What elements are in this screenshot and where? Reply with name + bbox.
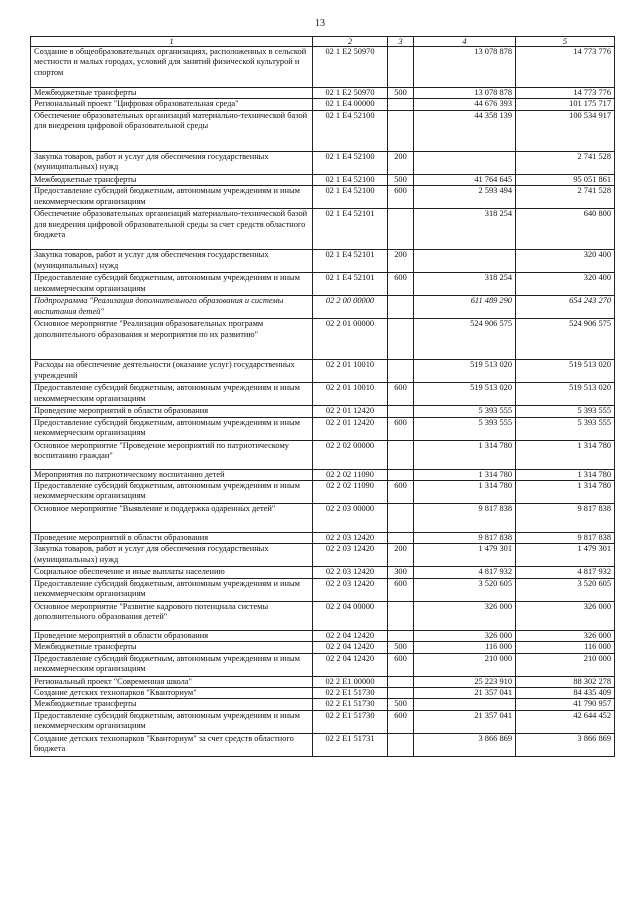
row-type-cell: 600 [388, 273, 414, 296]
row-name-cell: Закупка товаров, работ и услуг для обеспечения государственных (муниципальных) нужд [31, 151, 313, 174]
row-value-2019-cell: 1 314 780 [414, 440, 516, 469]
table-row [31, 733, 615, 756]
row-value-2020-cell: 116 000 [516, 642, 615, 653]
row-value-2019-cell: 519 513 020 [414, 360, 516, 383]
table-row [31, 630, 615, 641]
row-value-2020-cell: 1 314 780 [516, 440, 615, 469]
row-code-cell: 02 2 02 00000 [313, 440, 388, 469]
table-row [31, 688, 615, 699]
table-row [31, 383, 615, 406]
row-type-cell [388, 319, 414, 360]
row-value-2019-cell: 9 817 838 [414, 533, 516, 544]
row-code-cell: 02 2 04 12420 [313, 630, 388, 641]
row-value-2019-cell: 524 906 575 [414, 319, 516, 360]
row-type-cell [388, 688, 414, 699]
row-value-2019-cell [414, 699, 516, 710]
table-row [31, 653, 615, 676]
row-code-cell: 02 1 E4 52100 [313, 186, 388, 209]
row-name-cell: Предоставление субсидий бюджетным, автономным учреждениям и иным некоммерческим организациям [31, 653, 313, 676]
row-value-2020-cell: 42 644 452 [516, 710, 615, 733]
row-value-2020-cell: 3 520 605 [516, 578, 615, 601]
row-type-cell [388, 47, 414, 88]
row-code-cell: 02 2 E1 51730 [313, 710, 388, 733]
row-type-cell [388, 440, 414, 469]
row-value-2019-cell: 1 314 780 [414, 481, 516, 504]
row-value-2019-cell: 5 393 555 [414, 417, 516, 440]
table-row [31, 440, 615, 469]
page-number: 13 [315, 18, 325, 29]
row-code-cell: 02 2 E1 00000 [313, 676, 388, 687]
row-type-cell: 500 [388, 88, 414, 99]
row-code-cell: 02 2 03 00000 [313, 504, 388, 533]
row-value-2019-cell: 116 000 [414, 642, 516, 653]
row-code-cell: 02 2 03 12420 [313, 567, 388, 578]
row-name-cell: Основное мероприятие "Выявление и поддержка одаренных детей" [31, 504, 313, 533]
row-value-2020-cell: 210 000 [516, 653, 615, 676]
table-row [31, 676, 615, 687]
header-col-4: 4 [414, 37, 516, 47]
table-row [31, 417, 615, 440]
row-value-2020-cell: 9 817 838 [516, 504, 615, 533]
row-code-cell: 02 2 01 00000 [313, 319, 388, 360]
row-value-2020-cell: 519 513 020 [516, 360, 615, 383]
table-row [31, 250, 615, 273]
row-name-cell: Расходы на обеспечение деятельности (оказание услуг) государственных учреждений [31, 360, 313, 383]
header-col-2: 2 [313, 37, 388, 47]
row-value-2020-cell: 1 314 780 [516, 481, 615, 504]
table-row [31, 209, 615, 250]
row-name-cell: Мероприятия по патриотическому воспитанию детей [31, 469, 313, 480]
row-name-cell: Создание детских технопарков "Кванториум" [31, 688, 313, 699]
table-row [31, 47, 615, 88]
row-value-2020-cell: 101 175 717 [516, 99, 615, 110]
row-name-cell: Создание детских технопарков "Кванториум" за счет средств областного бюджета [31, 733, 313, 756]
row-code-cell: 02 2 03 12420 [313, 578, 388, 601]
row-value-2020-cell: 654 243 270 [516, 296, 615, 319]
row-code-cell: 02 1 E4 52101 [313, 209, 388, 250]
row-value-2020-cell: 2 741 528 [516, 151, 615, 174]
row-name-cell: Предоставление субсидий бюджетным, автономным учреждениям и иным некоммерческим организациям [31, 417, 313, 440]
row-name-cell: Региональный проект "Цифровая образовательная среда" [31, 99, 313, 110]
row-code-cell: 02 1 E4 52101 [313, 250, 388, 273]
table-row [31, 186, 615, 209]
row-value-2019-cell: 13 078 878 [414, 47, 516, 88]
row-type-cell [388, 99, 414, 110]
row-code-cell: 02 2 04 00000 [313, 601, 388, 630]
row-name-cell: Социальное обеспечение и иные выплаты населению [31, 567, 313, 578]
row-type-cell: 500 [388, 174, 414, 185]
table-body [31, 47, 615, 757]
row-type-cell: 200 [388, 544, 414, 567]
row-value-2020-cell: 14 773 776 [516, 88, 615, 99]
row-name-cell: Предоставление субсидий бюджетным, автономным учреждениям и иным некоммерческим организациям [31, 481, 313, 504]
row-code-cell: 02 2 01 10010 [313, 383, 388, 406]
table-row [31, 710, 615, 733]
row-value-2020-cell: 14 773 776 [516, 47, 615, 88]
row-value-2019-cell: 25 223 910 [414, 676, 516, 687]
row-code-cell: 02 2 02 11090 [313, 469, 388, 480]
row-value-2019-cell: 3 866 869 [414, 733, 516, 756]
row-value-2019-cell: 4 817 932 [414, 567, 516, 578]
budget-table [30, 36, 615, 757]
row-value-2019-cell: 9 817 838 [414, 504, 516, 533]
row-value-2020-cell: 524 906 575 [516, 319, 615, 360]
row-value-2020-cell: 1 479 301 [516, 544, 615, 567]
table-row [31, 99, 615, 110]
table-row [31, 504, 615, 533]
row-value-2020-cell: 519 513 020 [516, 383, 615, 406]
row-type-cell: 600 [388, 653, 414, 676]
row-type-cell [388, 533, 414, 544]
table-row [31, 406, 615, 417]
row-code-cell: 02 2 03 12420 [313, 544, 388, 567]
row-value-2019-cell [414, 151, 516, 174]
header-col-3: 3 [388, 37, 414, 47]
row-value-2020-cell: 1 314 780 [516, 469, 615, 480]
row-value-2019-cell: 210 000 [414, 653, 516, 676]
row-name-cell: Основное мероприятие "Реализация образовательных программ дополнительного образования и мероприятия по их развитию" [31, 319, 313, 360]
table-row [31, 481, 615, 504]
row-value-2020-cell: 88 302 278 [516, 676, 615, 687]
row-code-cell: 02 1 E4 52100 [313, 110, 388, 151]
row-name-cell: Проведение мероприятий в области образования [31, 533, 313, 544]
row-value-2020-cell: 100 534 917 [516, 110, 615, 151]
row-name-cell: Закупка товаров, работ и услуг для обеспечения государственных (муниципальных) нужд [31, 250, 313, 273]
row-name-cell: Подпрограмма "Реализация дополнительного образования и системы воспитания детей" [31, 296, 313, 319]
row-value-2019-cell: 318 254 [414, 209, 516, 250]
row-value-2020-cell: 41 790 957 [516, 699, 615, 710]
table-row [31, 601, 615, 630]
table-row [31, 296, 615, 319]
row-value-2020-cell: 2 741 528 [516, 186, 615, 209]
row-value-2020-cell: 84 435 409 [516, 688, 615, 699]
row-code-cell: 02 2 E1 51730 [313, 688, 388, 699]
row-name-cell: Межбюджетные трансферты [31, 699, 313, 710]
row-value-2020-cell: 320 400 [516, 250, 615, 273]
row-value-2019-cell: 5 393 555 [414, 406, 516, 417]
table-row [31, 88, 615, 99]
row-code-cell: 02 2 00 00000 [313, 296, 388, 319]
row-type-cell: 200 [388, 250, 414, 273]
row-code-cell: 02 1 E4 52101 [313, 273, 388, 296]
row-type-cell: 600 [388, 417, 414, 440]
row-code-cell: 02 1 E2 50970 [313, 47, 388, 88]
row-code-cell: 02 1 E4 52100 [313, 151, 388, 174]
row-value-2019-cell: 1 314 780 [414, 469, 516, 480]
row-code-cell: 02 2 E1 51731 [313, 733, 388, 756]
row-value-2020-cell: 95 051 861 [516, 174, 615, 185]
row-type-cell [388, 296, 414, 319]
row-type-cell [388, 469, 414, 480]
row-code-cell: 02 2 02 11090 [313, 481, 388, 504]
table-row [31, 151, 615, 174]
row-type-cell [388, 209, 414, 250]
row-name-cell: Предоставление субсидий бюджетным, автономным учреждениям и иным некоммерческим организациям [31, 383, 313, 406]
row-value-2019-cell: 44 676 393 [414, 99, 516, 110]
row-code-cell: 02 2 01 12420 [313, 406, 388, 417]
row-value-2020-cell: 326 000 [516, 601, 615, 630]
row-type-cell: 600 [388, 578, 414, 601]
row-name-cell: Региональный проект "Современная школа" [31, 676, 313, 687]
row-type-cell: 500 [388, 699, 414, 710]
row-type-cell: 200 [388, 151, 414, 174]
row-value-2020-cell: 320 400 [516, 273, 615, 296]
row-value-2019-cell: 2 593 494 [414, 186, 516, 209]
row-type-cell: 600 [388, 186, 414, 209]
row-value-2019-cell: 21 357 041 [414, 688, 516, 699]
table-row [31, 319, 615, 360]
table-header-row [31, 37, 615, 47]
table-row [31, 273, 615, 296]
row-type-cell: 600 [388, 383, 414, 406]
row-code-cell: 02 2 01 12420 [313, 417, 388, 440]
row-name-cell: Проведение мероприятий в области образования [31, 630, 313, 641]
row-type-cell: 300 [388, 567, 414, 578]
row-code-cell: 02 1 E4 00000 [313, 99, 388, 110]
row-name-cell: Предоставление субсидий бюджетным, автономным учреждениям и иным некоммерческим организациям [31, 578, 313, 601]
row-value-2020-cell: 9 817 838 [516, 533, 615, 544]
row-name-cell: Предоставление субсидий бюджетным, автономным учреждениям и иным некоммерческим организациям [31, 273, 313, 296]
row-value-2020-cell: 3 866 869 [516, 733, 615, 756]
row-value-2019-cell: 1 479 301 [414, 544, 516, 567]
row-type-cell [388, 733, 414, 756]
row-name-cell: Межбюджетные трансферты [31, 642, 313, 653]
row-value-2019-cell: 21 357 041 [414, 710, 516, 733]
row-type-cell: 600 [388, 710, 414, 733]
row-name-cell: Обеспечение образовательных организаций материально-технической базой для внедрения цифровой образовательной среды за счет средств областного бюджета [31, 209, 313, 250]
table-row [31, 567, 615, 578]
row-name-cell: Закупка товаров, работ и услуг для обеспечения государственных (муниципальных) нужд [31, 544, 313, 567]
row-name-cell: Предоставление субсидий бюджетным, автономным учреждениям и иным некоммерческим организациям [31, 710, 313, 733]
row-code-cell: 02 2 E1 51730 [313, 699, 388, 710]
row-code-cell: 02 1 E2 50970 [313, 88, 388, 99]
row-value-2019-cell: 326 000 [414, 601, 516, 630]
row-type-cell: 600 [388, 481, 414, 504]
row-type-cell [388, 504, 414, 533]
row-type-cell [388, 360, 414, 383]
header-col-1: 1 [31, 37, 313, 47]
row-type-cell [388, 406, 414, 417]
table-row [31, 578, 615, 601]
row-name-cell: Обеспечение образовательных организаций материально-технической базой для внедрения цифровой образовательной среды [31, 110, 313, 151]
table-row [31, 544, 615, 567]
row-type-cell: 500 [388, 642, 414, 653]
row-value-2020-cell: 5 393 555 [516, 417, 615, 440]
table-row [31, 360, 615, 383]
row-value-2019-cell: 318 254 [414, 273, 516, 296]
row-value-2019-cell: 611 489 290 [414, 296, 516, 319]
row-type-cell [388, 676, 414, 687]
row-value-2019-cell: 13 078 878 [414, 88, 516, 99]
table-row [31, 533, 615, 544]
row-value-2019-cell: 3 520 605 [414, 578, 516, 601]
row-value-2019-cell: 326 000 [414, 630, 516, 641]
row-value-2019-cell: 44 358 139 [414, 110, 516, 151]
table-row [31, 642, 615, 653]
row-type-cell [388, 630, 414, 641]
row-type-cell [388, 110, 414, 151]
row-code-cell: 02 1 E4 52100 [313, 174, 388, 185]
row-name-cell: Основное мероприятие "Развитие кадрового потенциала системы дополнительного образования детей" [31, 601, 313, 630]
row-value-2020-cell: 326 000 [516, 630, 615, 641]
header-col-5: 5 [516, 37, 615, 47]
row-name-cell: Создание в общеобразовательных организациях, расположенных в сельской местности и малых городах, условий для занятий физической культурой и спортом [31, 47, 313, 88]
row-value-2019-cell: 519 513 020 [414, 383, 516, 406]
row-name-cell: Межбюджетные трансферты [31, 174, 313, 185]
row-code-cell: 02 2 01 10010 [313, 360, 388, 383]
row-name-cell: Основное мероприятие "Проведение мероприятий по патриотическому воспитанию граждан" [31, 440, 313, 469]
row-code-cell: 02 2 03 12420 [313, 533, 388, 544]
row-code-cell: 02 2 04 12420 [313, 642, 388, 653]
row-code-cell: 02 2 04 12420 [313, 653, 388, 676]
row-name-cell: Межбюджетные трансферты [31, 88, 313, 99]
row-name-cell: Предоставление субсидий бюджетным, автономным учреждениям и иным некоммерческим организациям [31, 186, 313, 209]
table-row [31, 174, 615, 185]
table-row [31, 699, 615, 710]
row-value-2020-cell: 5 393 555 [516, 406, 615, 417]
row-value-2020-cell: 4 817 932 [516, 567, 615, 578]
table-row [31, 110, 615, 151]
table-row [31, 469, 615, 480]
row-value-2019-cell [414, 250, 516, 273]
row-value-2020-cell: 640 800 [516, 209, 615, 250]
row-value-2019-cell: 41 764 645 [414, 174, 516, 185]
row-name-cell: Проведение мероприятий в области образования [31, 406, 313, 417]
row-type-cell [388, 601, 414, 630]
